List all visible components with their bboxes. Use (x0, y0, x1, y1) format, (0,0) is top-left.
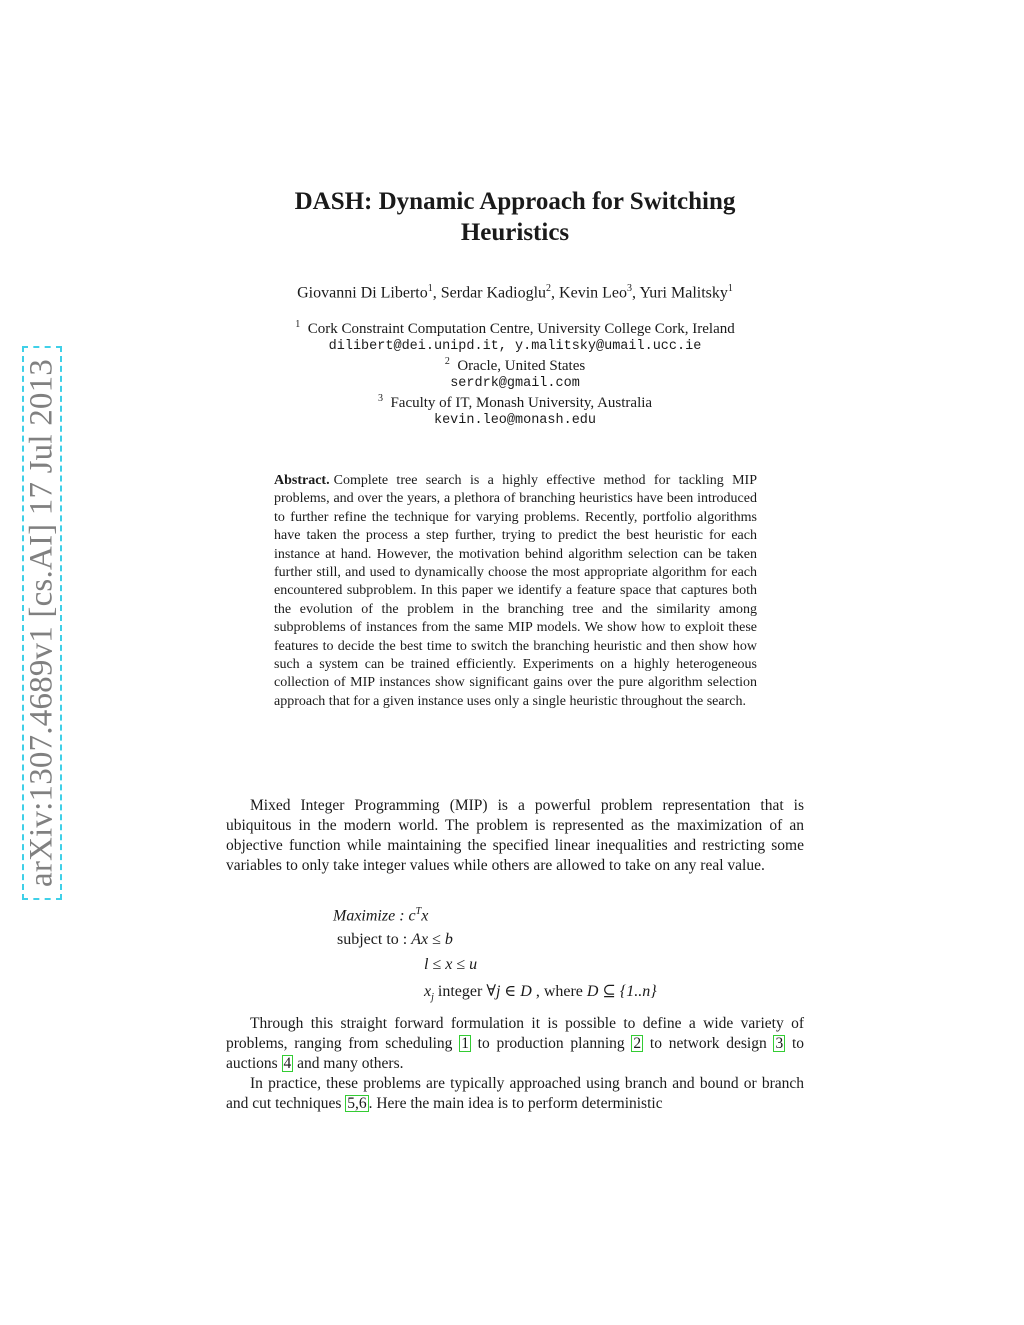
author-aff: 1 (427, 283, 433, 294)
equation-term: x (424, 983, 432, 1000)
affiliation-number: 3 (377, 393, 383, 404)
equation-superscript: T (415, 906, 422, 917)
arxiv-stamp (22, 346, 62, 900)
text-run: to auctions (226, 1035, 805, 1072)
citation-link[interactable]: 2 (633, 1035, 642, 1052)
affiliation-3 (0, 393, 1024, 412)
citation-link[interactable]: 3 (775, 1035, 784, 1052)
abstract-label: Abstract. (274, 473, 330, 488)
equation-text: integer (437, 983, 483, 1000)
affiliation-2 (0, 356, 1024, 375)
equation-line-3: l ≤ x ≤ u (424, 956, 478, 973)
text-run: . Here the main idea is to perform deterministic (368, 1095, 663, 1112)
intro-paragraph-3 (226, 1074, 804, 1114)
text-run: to network design (643, 1035, 774, 1052)
intro-paragraph-2 (226, 1014, 804, 1074)
equation-text: , where (535, 983, 583, 1000)
author-name: Serdar Kadioglu (440, 284, 547, 302)
affiliation-1 (0, 319, 1024, 338)
affiliation-1-email[interactable]: dilibert@dei.unipd.it, y.malitsky@umail.ucc.ie (328, 339, 702, 354)
equation-subscript: j (431, 992, 434, 1004)
author-list: Giovanni Di Liberto$^1$, Serdar Kadioglu$^2$, Kevin Leo$^3$, Yuri Malitsky$^1$ (297, 283, 733, 302)
equation-term: c (408, 907, 416, 925)
equation-label: subject to : (337, 931, 408, 948)
equation-label: Maximize : (333, 907, 405, 925)
text-run: to production planning (470, 1035, 632, 1052)
equation-term: x (421, 907, 429, 925)
affiliation-name: Oracle, United States (457, 358, 586, 374)
affiliation-2-email[interactable]: serdrk@gmail.com (450, 376, 580, 391)
author-aff: 3 (627, 283, 633, 294)
citation-link[interactable]: 4 (283, 1055, 292, 1072)
equation-line-1 (333, 906, 428, 925)
affiliation-name: Faculty of IT, Monash University, Australia (390, 395, 653, 411)
affiliation-3-email[interactable]: kevin.leo@monash.edu (433, 413, 597, 428)
title-line-2: Heuristics (460, 219, 570, 246)
equation-expression: D ⊆ {1..n} (586, 983, 657, 1000)
author-name: Kevin Leo (559, 284, 628, 302)
affiliation-number: 1 (295, 319, 301, 330)
title-line-1: DASH: Dynamic Approach for Switching (294, 188, 736, 215)
abstract-text: Complete tree search is a highly effective method for tackling MIP problems, and over the years, a plethora of branching heuristics have been introduced to further refine the technique for varying problems. Recently, portfolio algorithms have taken the process a step further, trying to predict the best heuristic for each instance at hand. However, the motivation behind algorithm selection can be taken further still, and used to dynamically choose the most appropriate algorithm for each encountered subproblem. In this paper we identify a feature space that captures both the evolution of the problem in the branching tree and the similarity among subproblems of instances from the same MIP models. We show how to exploit these features to decide the best time to switch the branching heuristic and then show how such a system can be trained efficiently. Experiments on a highly heterogeneous collection of MIP instances show significant gains over the pure algorithm selection approach that for a given instance uses only a single heuristic throughout the search. (274, 473, 757, 709)
equation-line-2 (337, 931, 453, 949)
text-run: and many others. (293, 1055, 404, 1072)
author-name: Giovanni Di Liberto (297, 284, 428, 302)
affiliation-name: Cork Constraint Computation Centre, University College Cork, Ireland (307, 321, 735, 337)
citation-link[interactable]: 1 (461, 1035, 469, 1052)
citation-link[interactable]: 5,6 (347, 1095, 367, 1112)
author-name: Yuri Malitsky (639, 284, 728, 302)
equation-line-4 (424, 981, 657, 1003)
equation-expression: Ax ≤ b (411, 931, 453, 948)
arxiv-id: arXiv:1307.4689v1 [cs.AI] 17 Jul 2013 (23, 358, 60, 888)
paper-title (0, 186, 1024, 248)
author-aff: 2 (546, 283, 552, 294)
text-run: Through this straight forward formulation it is possible to define a wide variety of problems, ranging from scheduling (226, 1015, 804, 1052)
text-run: In practice, these problems are typically approached using branch and bound or branch and cut techniques (226, 1075, 804, 1112)
abstract (274, 472, 757, 711)
author-aff: 1 (727, 283, 733, 294)
equation-expression: ∀j ∈ D (486, 983, 532, 1000)
intro-paragraph-1: Mixed Integer Programming (MIP) is a powerful problem representation that is ubiquitous in the modern world. The problem is represented as the maximization of an objective function while maintaining the specified linear inequalities and restricting some variables to only take integer values while others are allowed to take on any real value. (226, 797, 804, 874)
affiliation-number: 2 (444, 356, 450, 367)
